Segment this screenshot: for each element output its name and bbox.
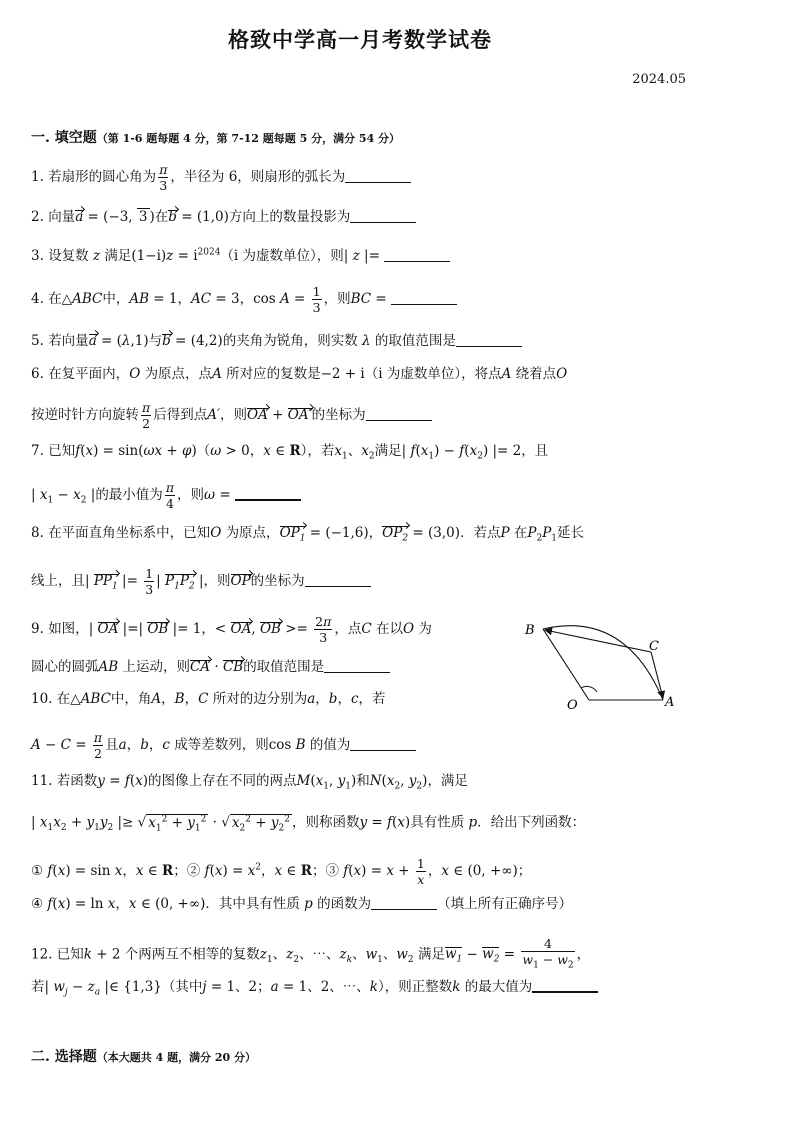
fraction: $\frac{4}{w_1 - w_2}$ <box>522 936 574 971</box>
question-4: 4. 在△ABC中，AB = 1，AC = 3，cos A = $\frac{1}{3}$ ，则BC = <box>31 284 457 315</box>
fraction: $\frac{1}{x}$ <box>416 856 425 887</box>
question-5: 5. 若向量a = (λ,1)与b = (4,2)的夹角为锐角，则实数 λ 的取值范围是 <box>31 333 522 349</box>
section-2-heading <box>31 1046 256 1066</box>
question-7-line-1: 7. 已知f(x) = sin(ωx + φ)（ω > 0，x ∈ R），若$x_1$、$x_2$满足| $f(x_1) - f(x_2)$ |= 2，且 <box>31 443 549 462</box>
fraction: $\frac{\pi}{2}$ <box>142 400 151 431</box>
exam-date: 2024.05 <box>632 72 686 87</box>
answer-blank[interactable] <box>350 209 416 223</box>
label-O: O <box>567 698 578 712</box>
fraction: $\frac{\pi}{3}$ <box>159 162 168 193</box>
section-1-title: 一. 填空题 <box>31 130 97 146</box>
question-8-line-1: 8. 在平面直角坐标系中，已知O 为原点，$OP_1 = (-1,6)$，$OP_2 = (3,0)$．若点P 在$P_2P_1$延长 <box>31 525 585 544</box>
fraction: $\frac{\pi}{4}$ <box>165 480 175 511</box>
question-10-line-2: A − C = $\frac{\pi}{2}$ 且a，b，c 成等差数列，则cos B 的值为 <box>31 730 416 761</box>
answer-blank[interactable] <box>532 978 598 993</box>
segment-OB <box>543 629 589 700</box>
question-6-line-2: 按逆时针方向旋转 $\frac{\pi}{2}$ 后得到点A′，则OA + OA′的坐标为 <box>31 400 432 431</box>
answer-blank[interactable] <box>350 737 416 751</box>
answer-blank[interactable] <box>384 248 450 262</box>
label-C: C <box>649 639 659 654</box>
answer-blank[interactable] <box>235 486 301 501</box>
question-12-line-1: 12. 已知k + 2 个两两互不相等的复数$z_1$、$z_2$、⋯、$z_k$、$w_1$、$w_2$ 满足$w_1 - w_2$ = $\frac{4}{w_1 - w_2}$ ， <box>31 936 590 974</box>
fraction: $\frac{1}{3}$ <box>312 284 321 315</box>
question-1: 1. 若扇形的圆心角为 $\frac{\pi}{3}$ ，半径为 6，则扇形的弧长为 <box>31 162 411 193</box>
question-11-line-1: 11. 若函数y = f(x)的图像上存在不同的两点$M(x_1$, $y_1$)和$N(x_2$, $y_2$)，满足 <box>31 773 468 792</box>
question-2: 2. 向量a = (−3, 3 )在b = (1,0)方向上的数量投影为 <box>31 209 416 225</box>
question-9-line-2: 圆心的圆弧AB 上运动，则CA · CB的取值范围是 <box>31 659 390 675</box>
answer-blank[interactable] <box>324 659 390 673</box>
section-2-note: （本大题共 4 题，满分 20 分） <box>96 1051 257 1064</box>
answer-blank[interactable] <box>371 896 437 910</box>
fraction: $\frac{2\pi}{3}$ <box>315 614 332 645</box>
section-1-note: （第 1-6 题每题 4 分，第 7-12 题每题 5 分，满分 54 分） <box>96 132 401 145</box>
answer-blank[interactable] <box>305 573 371 587</box>
paper-title: 格致中学高一月考数学试卷 <box>228 27 492 52</box>
vector-CA <box>651 652 663 698</box>
answer-blank[interactable] <box>366 407 432 421</box>
question-11-line-4: ④ f(x) = ln x，x ∈ (0, +∞)．其中具有性质 p 的函数为 （填上所有正确序号） <box>31 896 573 912</box>
question-11-line-3: ① f(x) = sin x，x ∈ R；② $f(x) = x^2$，x ∈ R；③ f(x) = x + $\frac{1}{x}$ ，x ∈ (0, +∞)； <box>31 856 532 887</box>
answer-blank[interactable] <box>391 291 457 305</box>
arc-AB <box>543 626 663 700</box>
question-11-line-2: | $x_1x_2 + y_1y_2$ |≥ √ $x_1^2 + y_1^2$ · √ $x_2^2 + y_2^2$ ，则称函数y = f(x)具有性质 p．给出下列函数： <box>31 814 586 834</box>
arc-figure <box>515 612 685 712</box>
question-6-line-1: 6. 在复平面内，O 为原点，点A 所对应的复数是−2 + i（i 为虚数单位），将点A 绕着点O <box>31 366 568 382</box>
question-3: 3. 设复数 z 满足$(1-i)z = i^{2024}(i$ 为虚数单位），则| z |= <box>31 248 450 264</box>
vector-CB <box>545 630 651 652</box>
answer-blank[interactable] <box>456 333 522 347</box>
question-10-line-1: 10. 在△ABC中，角A，B，C 所对的边分别为a，b，c，若 <box>31 691 386 707</box>
label-A: A <box>665 695 675 710</box>
fraction: $\frac{1}{3}$ <box>145 566 154 597</box>
label-B: B <box>525 623 535 638</box>
fraction: $\frac{\pi}{2}$ <box>93 730 103 761</box>
section-2-title: 二. 选择题 <box>31 1049 97 1065</box>
question-9-line-1: 9. 如图，| OA |=| OB |= 1，< OA, OB >= $\frac{2\pi}{3}$ ，点C 在以O 为 <box>31 614 432 645</box>
question-12-line-2: 若| $w_j - z_a$ |∈ {1,3}（其中j = 1、2；a = 1、2、⋯、k），则正整数k 的最大值为 <box>31 978 598 998</box>
question-8-line-2: 线上，且| $PP_1$ |= $\frac{1}{3}$ | $P_1P_2$ |，则OP的坐标为 <box>31 566 371 597</box>
answer-blank[interactable] <box>345 169 411 183</box>
question-7-line-2: | $x_1 - x_2$ |的最小值为 $\frac{\pi}{4}$ ，则ω = <box>31 480 301 511</box>
section-1-heading <box>31 127 400 147</box>
